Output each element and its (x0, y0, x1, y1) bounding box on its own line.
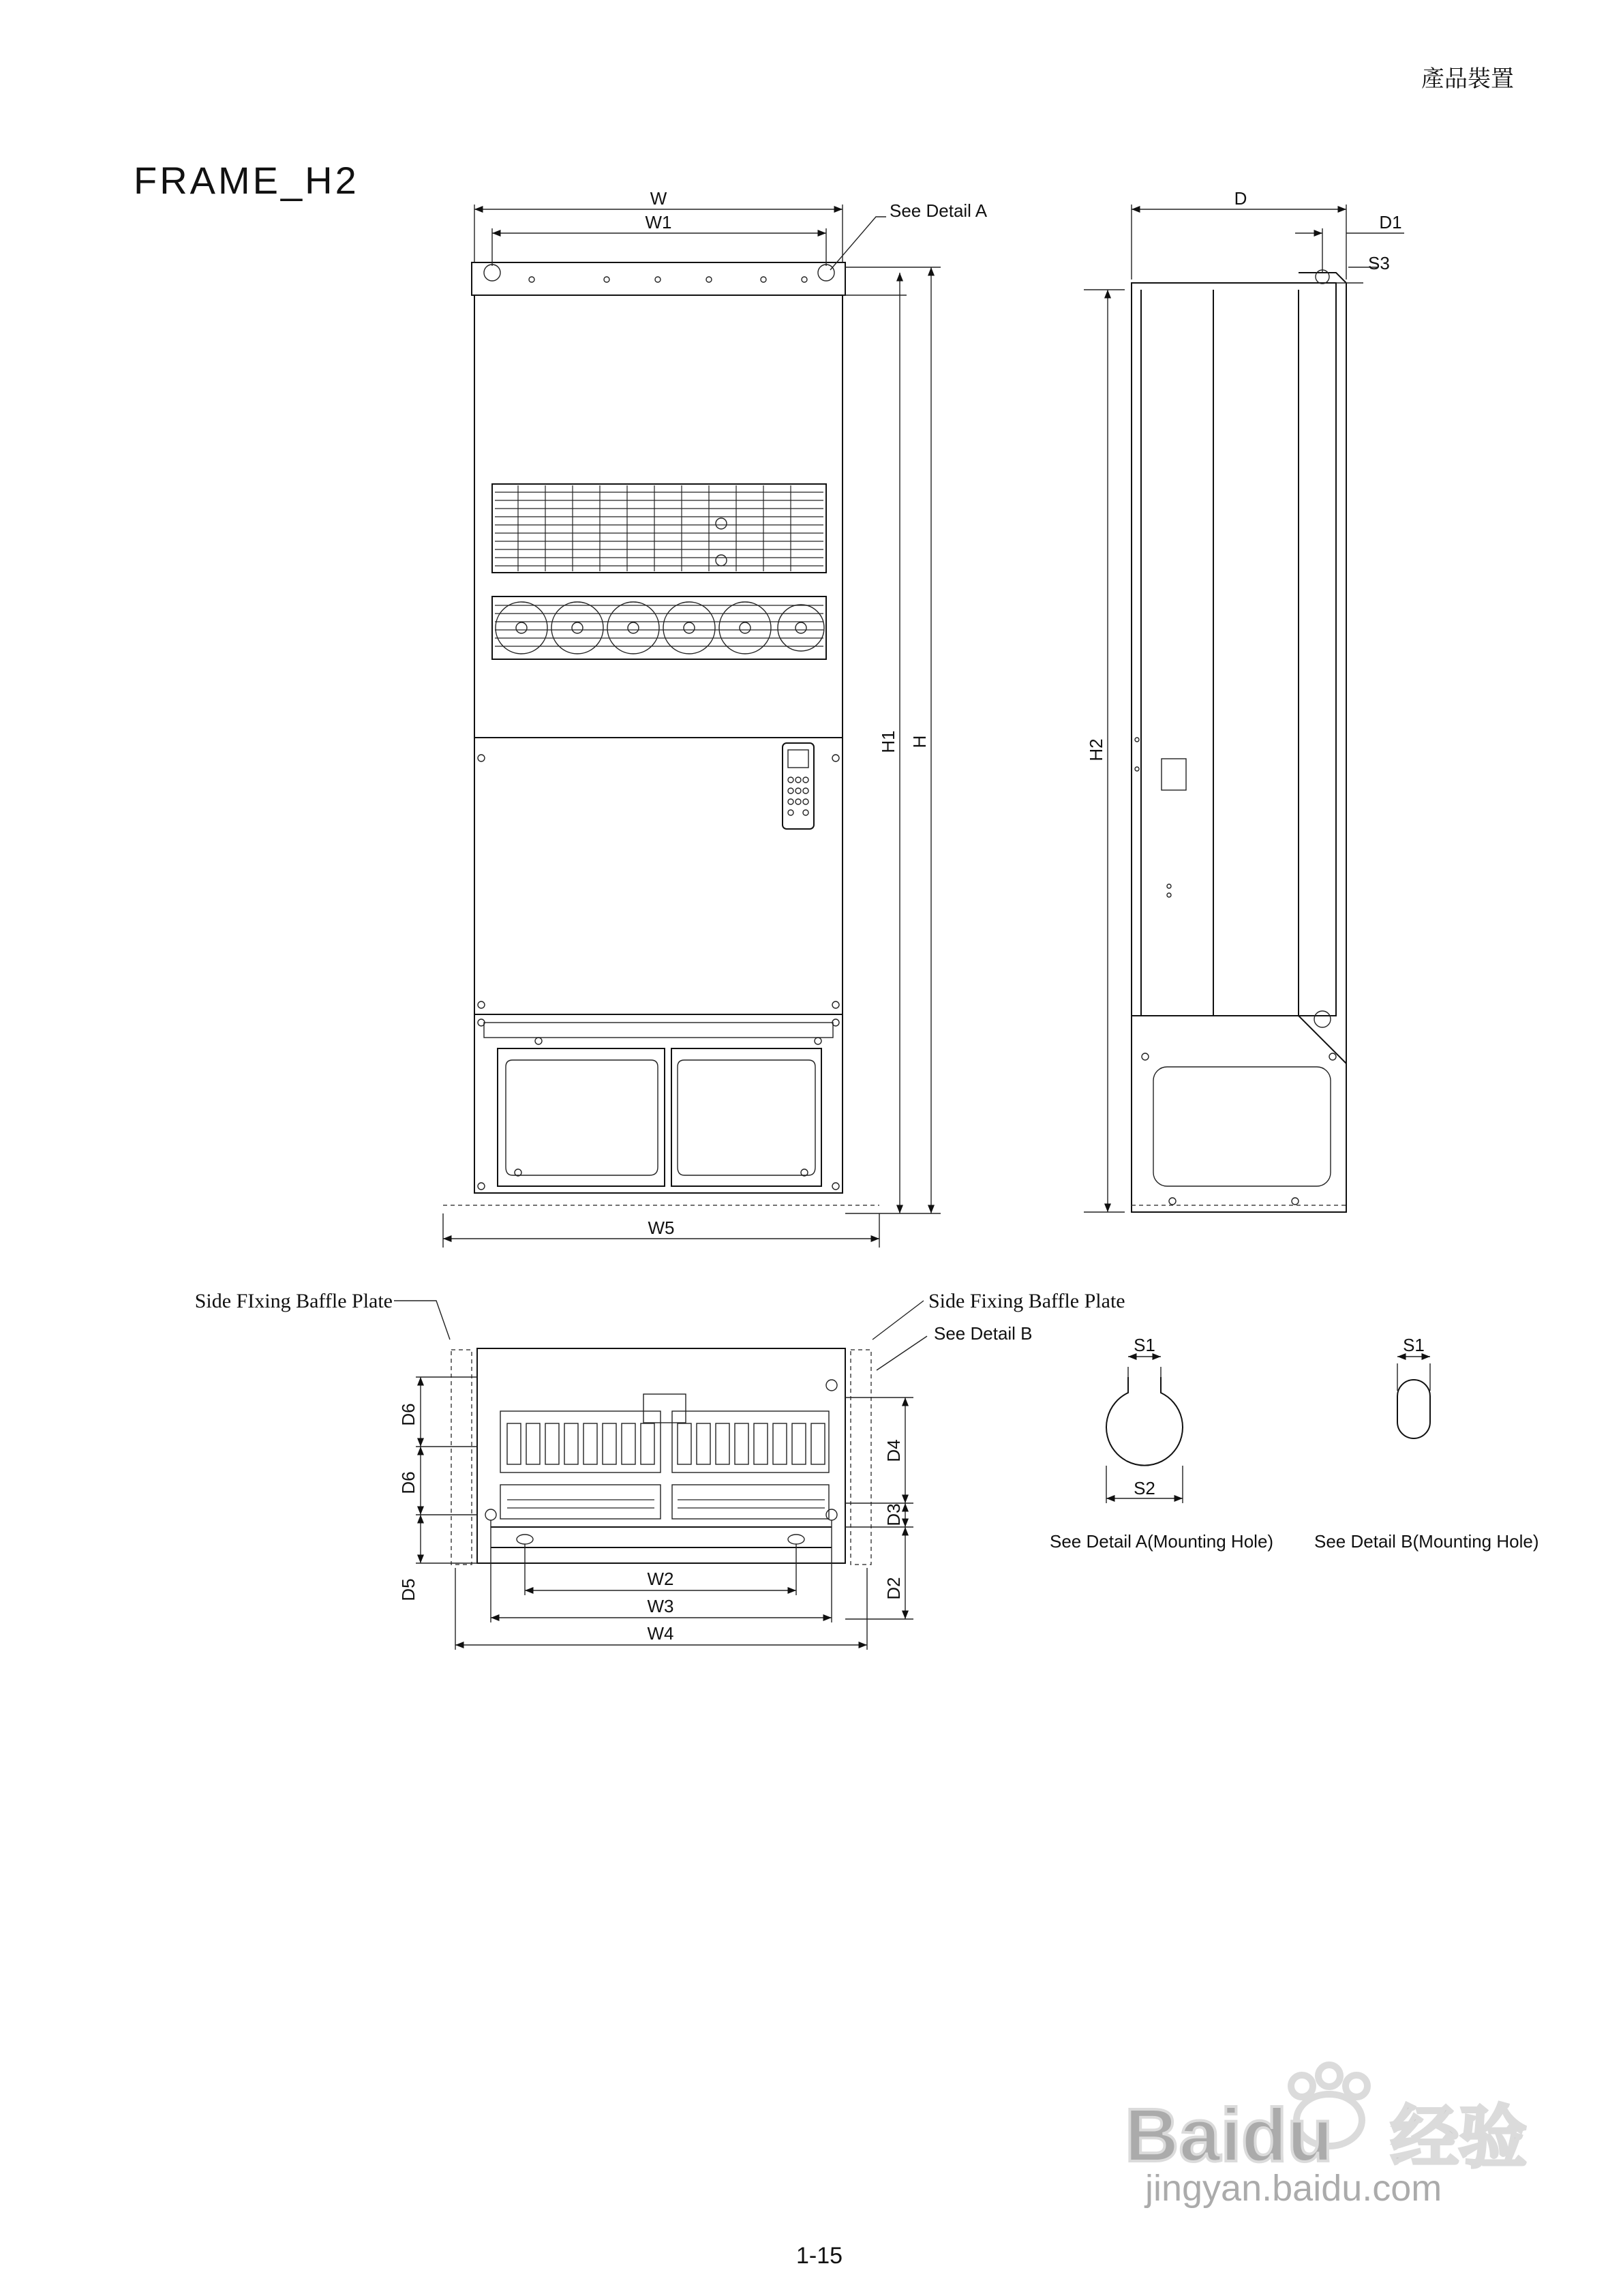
dim-w1-label: W1 (645, 212, 672, 232)
detail-a-s1-label: S1 (1134, 1335, 1155, 1355)
dim-h-label: H (909, 735, 930, 749)
detail-a-callout: See Detail A (890, 200, 988, 221)
baidu-watermark-logo (1118, 2045, 1541, 2209)
front-view (443, 188, 988, 1248)
detail-b-caption: See Detail B(Mounting Hole) (1314, 1531, 1539, 1552)
detail-a-caption: See Detail A(Mounting Hole) (1050, 1531, 1274, 1552)
frame-title: FRAME_H2 (134, 159, 359, 202)
dim-d2-label: D2 (883, 1577, 904, 1600)
page-number: 1-15 (796, 2243, 843, 2269)
dim-d1-label: D1 (1379, 212, 1402, 232)
side-view (1084, 188, 1404, 1212)
watermark-service: 经验 (1391, 2100, 1527, 2176)
upper-vent-grille (495, 485, 823, 571)
dim-w2-label: W2 (647, 1569, 674, 1589)
top-screws (529, 277, 807, 282)
fan-grille (495, 602, 824, 654)
detail-a-s2-label: S2 (1134, 1478, 1155, 1498)
keypad-icon (783, 743, 814, 829)
dim-w3-label: W3 (647, 1596, 674, 1616)
section-header: 產品裝置 (1421, 65, 1514, 93)
dim-w5-label: W5 (648, 1218, 675, 1238)
watermark-url: jingyan.baidu.com (1145, 2168, 1442, 2209)
bottom-view (195, 1290, 1125, 1650)
watermark-brand: Baidu (1125, 2094, 1333, 2177)
dim-h2-label: H2 (1086, 738, 1106, 761)
detail-a (1050, 1335, 1273, 1552)
dim-d6a-label: D6 (398, 1403, 419, 1426)
terminal-block-right (678, 1423, 825, 1464)
dim-h1-label: H1 (878, 730, 898, 753)
dim-s3-label: S3 (1368, 253, 1390, 273)
terminal-block-left (507, 1423, 654, 1464)
detail-b-s1-label: S1 (1403, 1335, 1425, 1355)
baffle-right-label: Side Fixing Baffle Plate (928, 1290, 1125, 1312)
dim-d6b-label: D6 (398, 1471, 419, 1494)
detail-b-callout: See Detail B (934, 1323, 1033, 1344)
detail-b (1314, 1335, 1539, 1552)
dim-d3-label: D3 (883, 1503, 904, 1526)
dim-d-label: D (1234, 188, 1247, 209)
dim-d5-label: D5 (398, 1578, 419, 1601)
dim-d4-label: D4 (883, 1439, 904, 1462)
dim-w-label: W (650, 188, 667, 209)
connector-strips (507, 1500, 825, 1508)
baffle-left-label: Side FIxing Baffle Plate (194, 1290, 393, 1312)
dim-w4-label: W4 (647, 1623, 674, 1644)
